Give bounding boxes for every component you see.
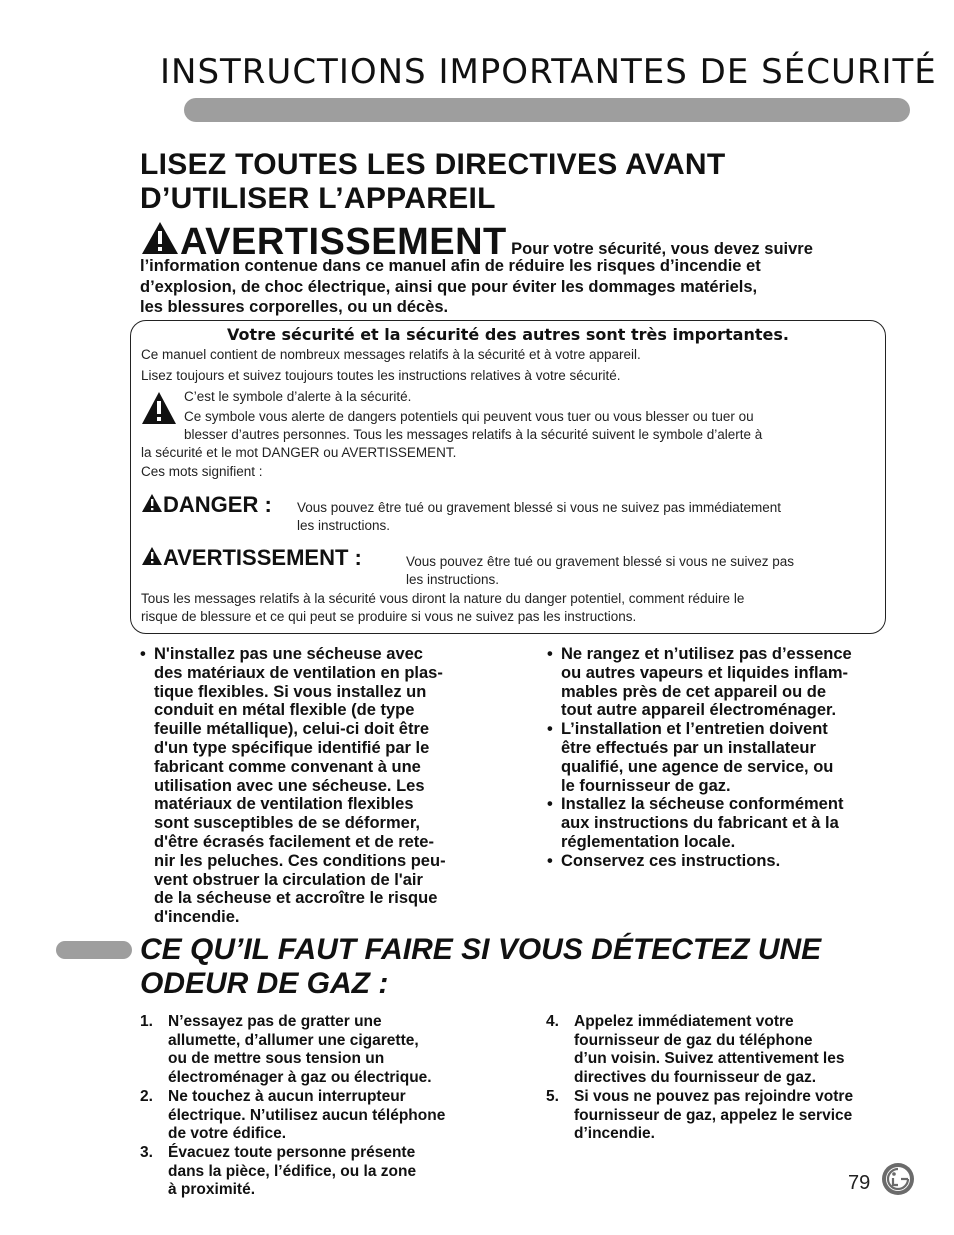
step-line: à proximité. [168, 1181, 255, 1199]
warning-line: d’explosion, de choc électrique, ainsi que pour éviter les dommages matériels, [140, 277, 758, 296]
step-number: 2. [140, 1087, 153, 1105]
bullet-line: de la sécheuse et accroître le risque [154, 889, 438, 908]
bullet-line: Installez la sécheuse conformément [561, 795, 844, 814]
bullet-line: tique flexibles. Si vous installez un [154, 682, 427, 701]
step-line: Si vous ne pouvez pas rejoindre votre [574, 1087, 854, 1105]
warning-line: l’information contenue dans ce manuel afin de réduire les risques d’incendie et [140, 257, 761, 275]
warning-signal-text: Vous pouvez être tué ou gravement blessé si vous ne suivez pas [406, 554, 794, 569]
danger-text: Vous pouvez être tué ou gravement blessé si vous ne suivez pas immédiatement [297, 500, 782, 515]
list-item [140, 1144, 500, 1200]
list-item [546, 1013, 906, 1088]
bullet-line: d'être écrasés facilement et de rete- [154, 832, 434, 851]
title-bar [184, 98, 910, 122]
bullet-mark: • [547, 720, 553, 739]
step-line: ou de mettre sous tension un [168, 1050, 385, 1068]
gas-heading-line2: ODEUR DE GAZ : [140, 967, 389, 1000]
closing-line: Tous les messages relatifs à la sécurité vous diront la nature du danger potentiel, comment réduire le [141, 591, 745, 606]
step-line: fournisseur de gaz du téléphone [574, 1031, 813, 1049]
bullet-line: nir les peluches. Ces conditions peu- [154, 851, 446, 870]
list-item [546, 1088, 906, 1144]
bullet-line: Ne rangez et n’utilisez pas d’essence [561, 645, 852, 663]
bullets-left [140, 645, 510, 927]
bullet-line: d'un type spécifique identifié par le [154, 738, 430, 757]
bullet-line: ou autres vapeurs et liquides inflam- [561, 663, 848, 682]
bullet-mark: • [140, 645, 146, 663]
bullet-line: mables près de cet appareil ou de [561, 682, 827, 701]
step-number: 1. [140, 1013, 153, 1030]
closing-line: risque de blessure et ce qui peut se produire si vous ne suivez pas les instructions. [141, 609, 637, 624]
bullet-mark: • [547, 851, 553, 870]
step-line: électrique. N’utilisez aucun téléphone [168, 1106, 446, 1124]
step-line: N’essayez pas de gratter une [168, 1013, 382, 1030]
warning-line: les blessures corporelles, ou un décès. [140, 298, 449, 316]
step-line: Évacuez toute personne présente [168, 1143, 416, 1161]
bullet-line: d'incendie. [154, 908, 240, 927]
intro-heading-line2: D’UTILISER L’APPAREIL [140, 182, 496, 215]
bullet-line: qualifié, une agence de service, ou [561, 757, 834, 776]
page-title: INSTRUCTIONS IMPORTANTES DE SÉCURITÉ [160, 52, 937, 92]
warning-signal-text: les instructions. [406, 572, 500, 587]
step-number: 4. [546, 1013, 559, 1030]
warning-signal [141, 545, 362, 571]
bullets-right [547, 645, 907, 871]
safety-box-line: Ce manuel contient de nombreux messages relatifs à la sécurité et à votre appareil. [141, 347, 641, 362]
symbol-line: C’est le symbole d’alerte à la sécurité. [184, 389, 412, 404]
page-number: 79 [848, 1172, 871, 1194]
step-line: électroménager à gaz ou électrique. [168, 1069, 432, 1087]
step-line: Ne touchez à aucun interrupteur [168, 1087, 406, 1105]
bullet-line: L’installation et l’entretien doivent [561, 720, 828, 739]
bullet-line: conduit en métal flexible (de type [154, 701, 415, 720]
bullet-line: matériaux de ventilation flexibles [154, 795, 414, 814]
bullet-line: être effectués par un installateur [561, 738, 816, 757]
gas-heading-line1: CE QU’IL FAUT FAIRE SI VOUS DÉTECTEZ UNE [140, 933, 822, 966]
warning-word: AVERTISSEMENT [180, 221, 507, 263]
gas-heading [140, 933, 860, 1001]
danger-triangle-icon [141, 493, 163, 513]
step-line: de votre édifice. [168, 1125, 287, 1143]
bullet-line: le fournisseur de gaz. [561, 776, 731, 795]
step-line: Appelez immédiatement votre [574, 1013, 794, 1030]
step-line: d’incendie. [574, 1125, 655, 1143]
safety-alert-icon [140, 390, 178, 426]
steps-left [140, 1013, 500, 1200]
bullet-line: N'installez pas une sécheuse avec [154, 645, 423, 663]
bullet-mark: • [547, 645, 553, 663]
list-item [547, 852, 907, 871]
list-item [140, 1088, 500, 1144]
list-item [547, 795, 907, 851]
list-item [140, 645, 510, 927]
symbol-line: blesser d’autres personnes. Tous les messages relatifs à la sécurité suivent le symbole d’alerte à [184, 427, 763, 442]
danger-signal [141, 492, 272, 518]
list-item [140, 1013, 500, 1088]
lg-logo-icon [881, 1162, 915, 1196]
step-line: allumette, d’allumer une cigarette, [168, 1031, 419, 1049]
warning-lead: Pour votre sécurité, vous devez suivre [511, 240, 813, 258]
bullet-line: vent obstruer la circulation de l'air [154, 870, 423, 889]
bullet-line: Conservez ces instructions. [561, 851, 781, 870]
warning-label: AVERTISSEMENT : [163, 545, 362, 570]
step-line: d’un voisin. Suivez attentivement les [574, 1050, 845, 1068]
intro-heading-line1: LISEZ TOUTES LES DIRECTIVES AVANT [140, 148, 726, 181]
words-mean-line: Ces mots signifient : [141, 464, 263, 479]
step-number: 5. [546, 1087, 559, 1105]
intro-heading [140, 148, 840, 216]
list-item [547, 645, 907, 720]
section-pill [56, 941, 132, 959]
steps-right [546, 1013, 906, 1144]
warning-triangle-icon [140, 220, 180, 256]
warning-text [140, 256, 860, 318]
bullet-line: fabricant comme convenant à une [154, 757, 421, 776]
bullet-line: sont susceptibles de se déformer, [154, 814, 420, 833]
bullet-line: réglementation locale. [561, 832, 736, 851]
safety-box-heading: Votre sécurité et la sécurité des autres sont très importantes. [227, 325, 789, 344]
step-line: dans la pièce, l’édifice, ou la zone [168, 1162, 417, 1180]
danger-label: DANGER : [163, 492, 272, 517]
warning-small-triangle-icon [141, 546, 163, 566]
bullet-line: feuille métallique), celui-ci doit être [154, 720, 430, 739]
step-number: 3. [140, 1143, 153, 1161]
danger-text: les instructions. [297, 518, 391, 533]
bullet-line: tout autre appareil électroménager. [561, 701, 837, 720]
step-line: directives du fournisseur de gaz. [574, 1069, 817, 1087]
step-line: fournisseur de gaz, appelez le service [574, 1106, 853, 1124]
symbol-line: Ce symbole vous alerte de dangers potentiels qui peuvent vous tuer ou vous blesser ou tuer ou [184, 409, 754, 424]
bullet-line: utilisation avec une sécheuse. Les [154, 776, 425, 795]
bullet-line: aux instructions du fabricant et à la [561, 814, 839, 833]
list-item [547, 720, 907, 795]
safety-box-line: Lisez toujours et suivez toujours toutes les instructions relatives à votre sécurité. [141, 368, 621, 383]
symbol-line: la sécurité et le mot DANGER ou AVERTISSEMENT. [141, 445, 457, 460]
bullet-line: des matériaux de ventilation en plas- [154, 663, 443, 682]
bullet-mark: • [547, 795, 553, 814]
